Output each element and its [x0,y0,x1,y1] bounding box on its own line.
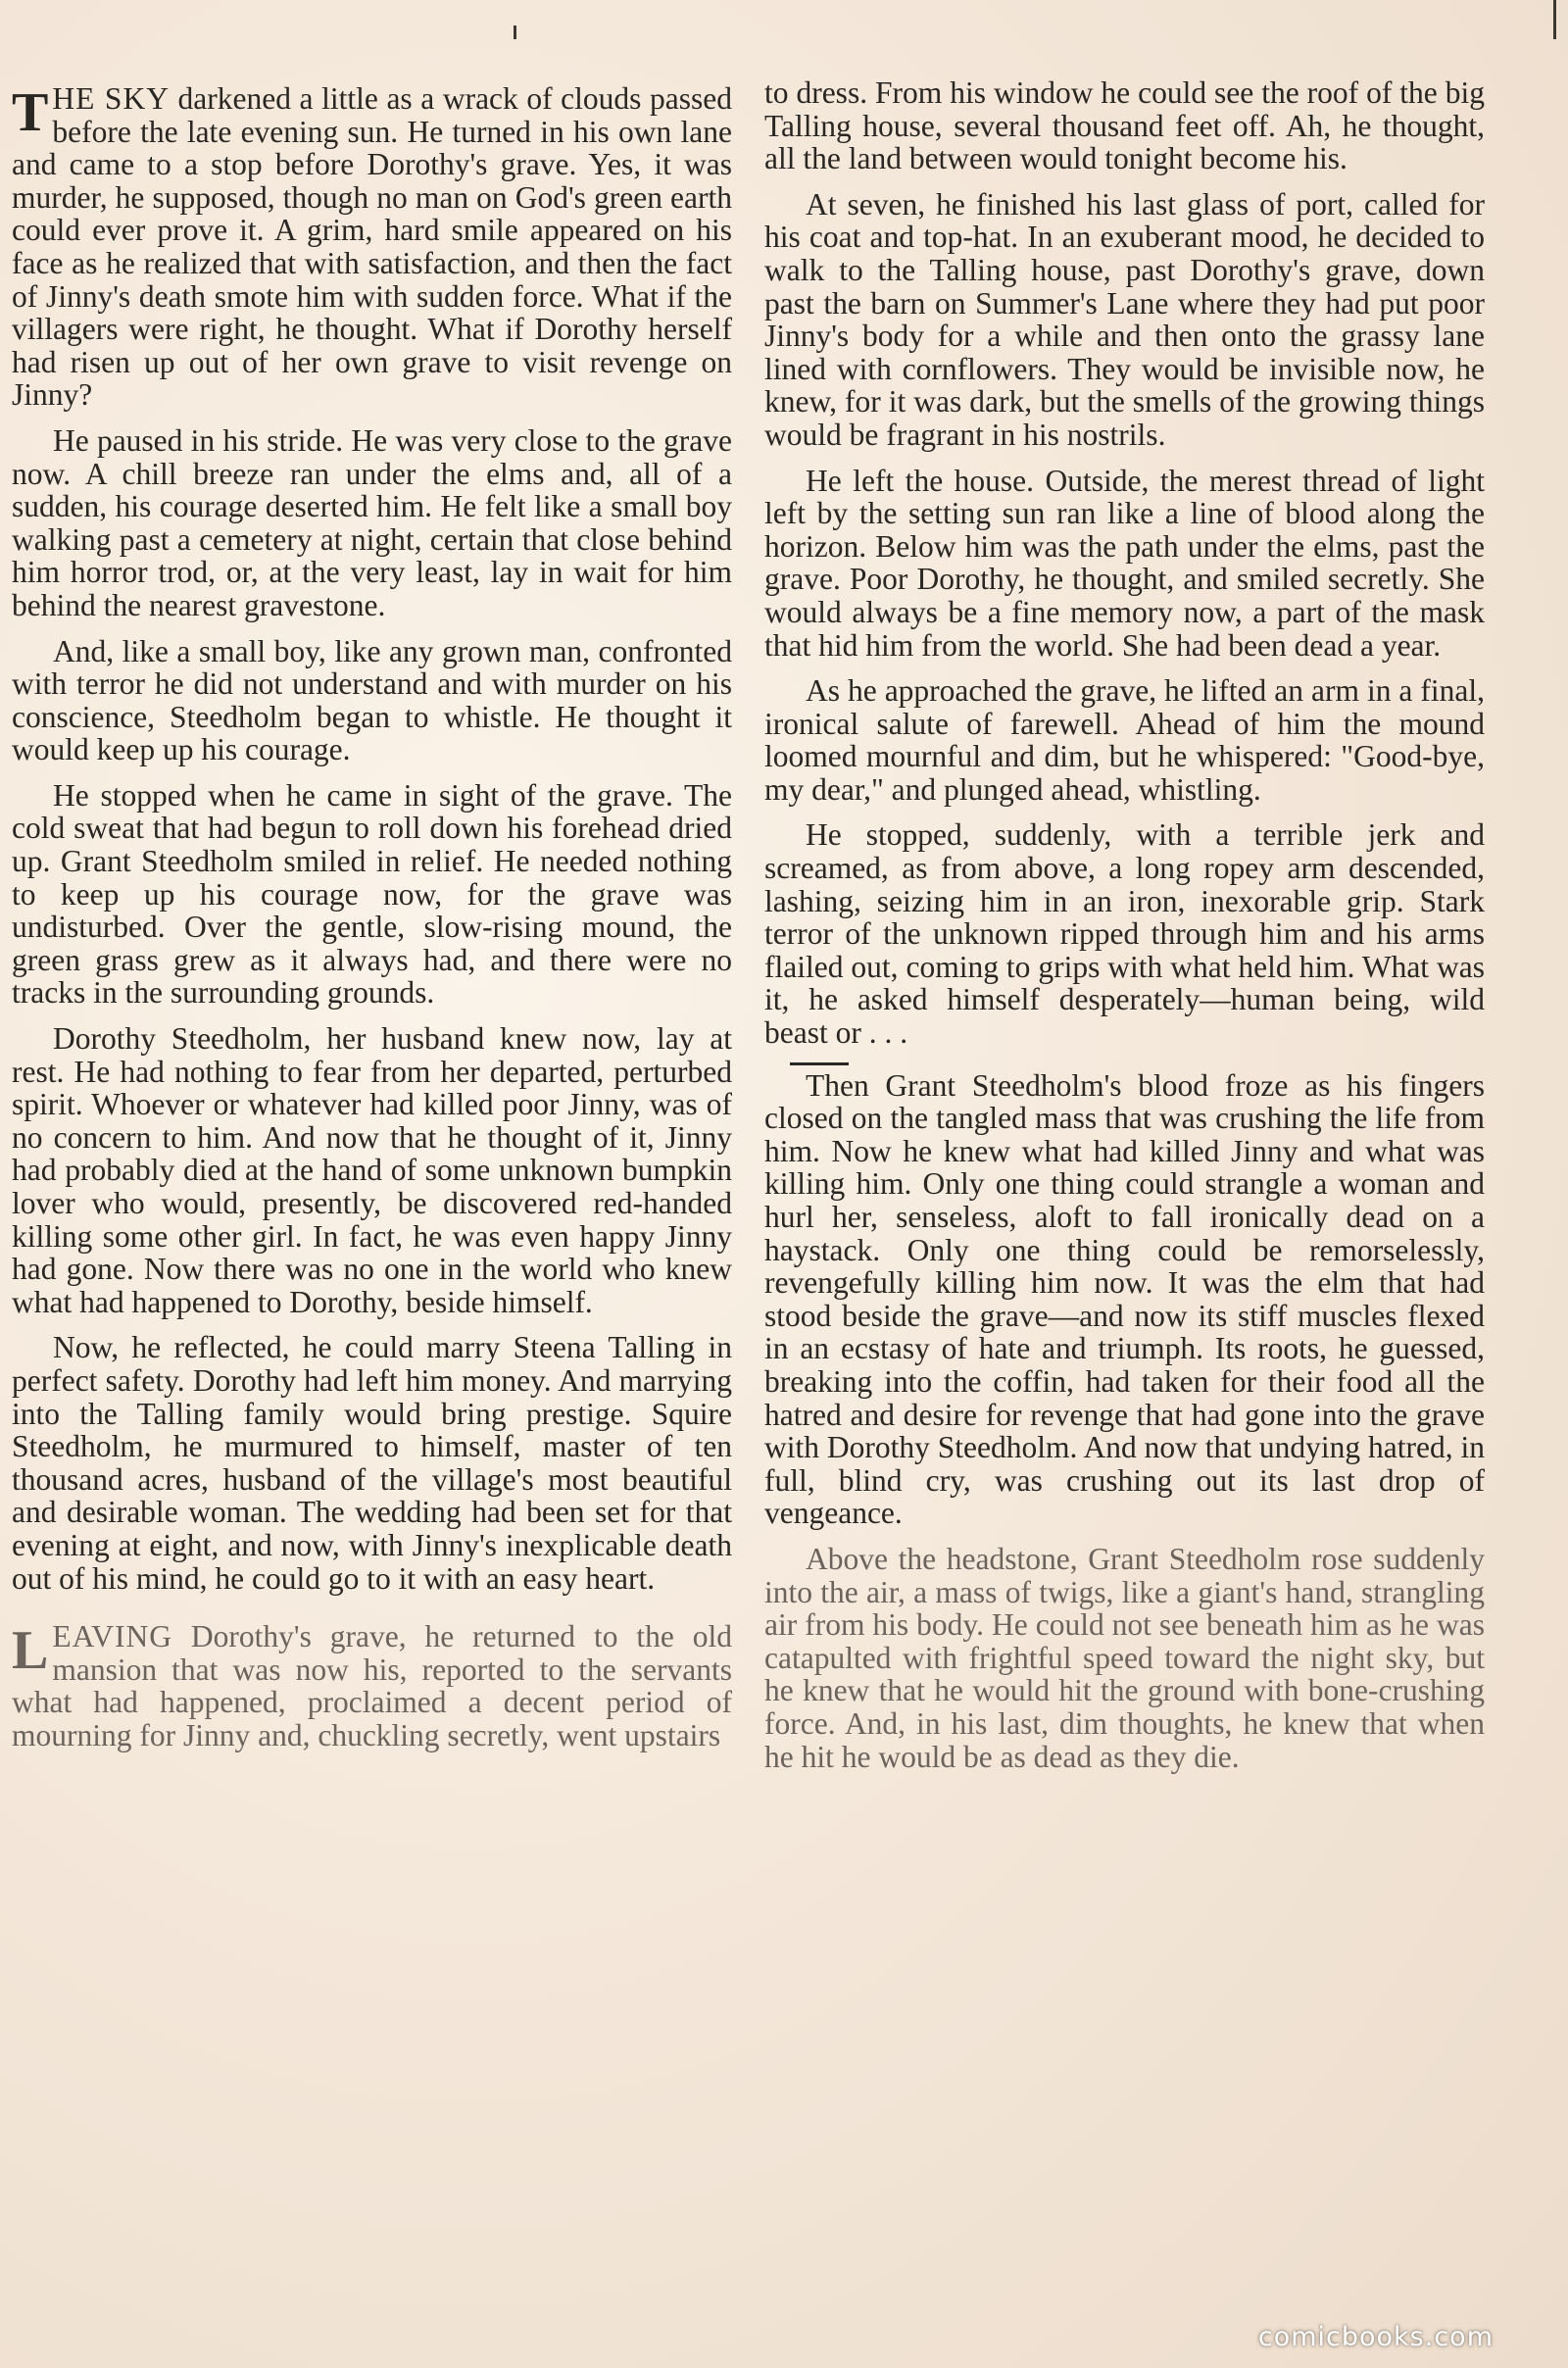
paragraph: He paused in his stride. He was very close to the grave now. A chill breeze ran under the elms and, all of a sudden, his courage deserted him. He felt like a small boy walking past a cemetery at night, certain that close behind him horror trod, or, at the very least, lay in wait for him behind the nearest gravestone. [12,422,732,622]
drop-cap: T [12,82,49,143]
paragraph: As he approached the grave, he lifted an arm in a final, ironical salute of farewell. Ahead of him the mound loomed mournful and dim, but he whispered: "Good-bye, my dear," and plunged ahead, whistling. [764,673,1485,807]
page-mark [514,25,516,39]
left-column [12,82,732,1765]
drop-cap: L [12,1620,49,1682]
paragraph: He stopped when he came in sight of the grave. The cold sweat that had begun to roll down his forehead dried up. Grant Steedholm smiled in relief. He needed nothing to keep up his courage now, for the grave was undisturbed. Over the gentle, slow-rising mound, the green grass grew as it always had, and there were no tracks in the surrounding grounds. [12,777,732,1011]
paragraph: And, like a small boy, like any grown man, confronted with terror he did not understand and with murder on his conscience, Steedholm began to whistle. He thought it would keep up his courage. [12,633,732,767]
section-caps: EAVING [52,1619,173,1654]
paragraph: Now, he reflected, he could marry Steena Talling in perfect safety. Dorothy had left him money. And marrying into the Talling family would bring prestige. Squire Steedholm, he murmured to himself, master of ten thousand acres, husband of the village's most beautiful and desirable woman. The wedding had been set for that evening at eight, and now, with Jinny's inexplicable death out of his mind, he could go to it with an easy heart. [12,1330,732,1596]
paragraph: Then Grant Steedholm's blood froze as his fingers closed on the tangled mass that was crushing the life from him. Now he knew what had killed Jinny and what was killing him. Only one thing could strangle a woman and hurl her, senseless, aloft to fall ironically dead on a haystack. Only one thing could be remorselessly, revengefully killing him now. It was the elm that had stood beside the grave—and now its stiff muscles flexed in an ecstasy of hate and triumph. Its roots, he guessed, breaking into the coffin, had taken for their food all the hatred and desire for revenge that had gone into the grave with Dorothy Steedholm. And now that undying hatred, in full, blind cry, was crushing out its last drop of vengeance. [764,1067,1485,1531]
paragraph: He stopped, suddenly, with a terrible jerk and screamed, as from above, a long ropey arm descended, lashing, seizing him in an iron, inexorable grip. Stark terror of the unknown ripped through him and his arms flailed out, coming to grips with what held him. What was it, he asked himself desperately—human being, wild beast or . . . [764,817,1485,1051]
section-paragraph [12,1620,732,1751]
paragraph: Above the headstone, Grant Steedholm rose suddenly into the air, a mass of twigs, like a giant's hand, strangling air from his body. He could not see beneath him as he was catapulted with frightful speed toward the night sky, but he knew that he would hit the ground with bone-crushing force. And, in his last, dim thoughts, he knew that when he hit he would be as dead as they die. [764,1541,1485,1774]
opening-caps: HE SKY [52,81,170,116]
paragraph: Dorothy Steedholm, her husband knew now, lay at rest. He had nothing to fear from her departed, perturbed spirit. Whoever or whatever had killed poor Jinny, was of no concern to him. And now that he thought of it, Jinny had probably died at the hand of some unknown bumpkin lover who would, presently, be discovered red-handed killing some other girl. In fact, he was even happy Jinny had gone. Now there was no one in the world who knew what had happened to Dorothy, beside himself. [12,1021,732,1319]
opening-text: darkened a little as a wrack of clouds passed before the late evening sun. He turned in his own lane and came to a stop before Dorothy's grave. Yes, it was murder, he supposed, though no man on God's green earth could ever prove it. A grim, hard smile appeared on his face as he realized that with satisfaction, and then the fact of Jinny's death smote him with sudden force. What if the villagers were right, he thought. What if Dorothy herself had risen up out of her own grave to visit revenge on Jinny? [12,81,732,413]
section-text: Dorothy's grave, he returned to the old mansion that was now his, reported to the servants what had happened, proclaimed a decent period of mourning for Jinny and, chuckling secretly, went upstairs [12,1619,732,1752]
right-column [764,76,1485,1786]
opening-paragraph [12,82,732,412]
paragraph: He left the house. Outside, the merest thread of light left by the setting sun ran like a line of blood along the horizon. Below him was the path under the elms, past the grave. Poor Dorothy, he thought, and smiled secretly. She would always be a fine memory now, a part of the mask that hid him from the world. She had been dead a year. [764,463,1485,663]
site-watermark: comicbooks.com [1257,2322,1494,2352]
corner-mark [1553,0,1556,39]
divider-mark [790,1062,849,1065]
paragraph: to dress. From his window he could see the roof of the big Talling house, several thousand feet off. Ah, he thought, all the land between would tonight become his. [764,75,1485,176]
paragraph: At seven, he finished his last glass of port, called for his coat and top-hat. In an exuberant mood, he decided to walk to the Talling house, past Dorothy's grave, down past the barn on Summer's Lane where they had put poor Jinny's body for a while and then onto the grassy lane lined with cornflowers. They would be invisible now, he knew, for it was dark, but the smells of the growing things would be fragrant in his nostrils. [764,186,1485,452]
